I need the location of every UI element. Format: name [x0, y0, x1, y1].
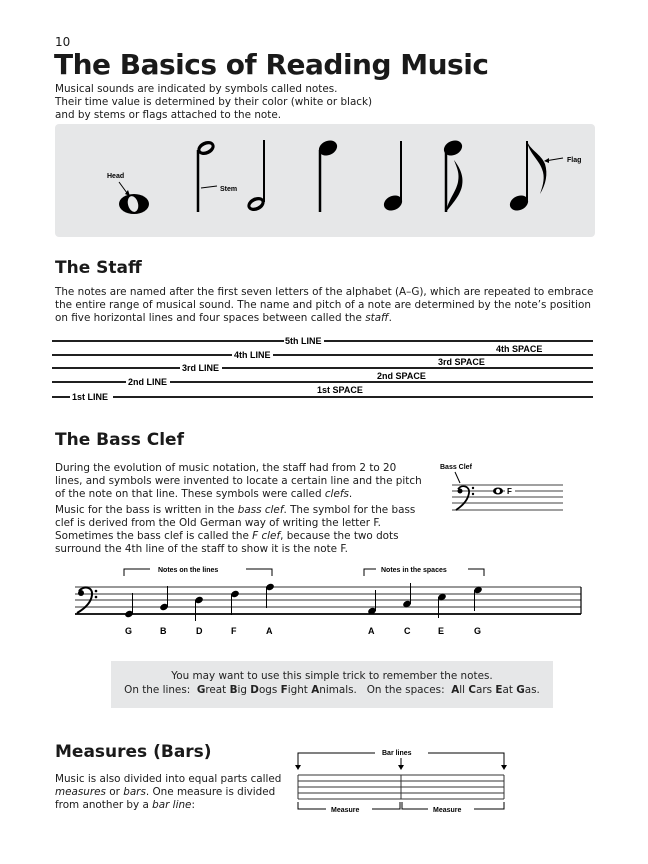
line-note-a: A: [266, 626, 273, 636]
line-label-2: 2nd LINE: [128, 377, 168, 387]
initial: B: [229, 684, 238, 696]
staff-text-end: .: [388, 312, 392, 324]
text: or: [105, 786, 124, 798]
term: F clef: [252, 530, 281, 542]
measures-heading: Measures (Bars): [55, 742, 212, 762]
term: measures: [55, 786, 106, 798]
line-label-3: 3rd LINE: [182, 363, 220, 373]
space-note-g: G: [474, 626, 482, 636]
lines-prefix: On the lines:: [124, 684, 191, 696]
staff-term: staff: [365, 312, 389, 324]
intro-line: Musical sounds are indicated by symbols called notes.: [55, 83, 338, 95]
initial: A: [451, 684, 460, 696]
initial: G: [516, 684, 525, 696]
line-label-4: 4th LINE: [234, 350, 271, 360]
line-label-5: 5th LINE: [285, 336, 322, 346]
text: Music is also divided into equal parts called: [55, 773, 282, 785]
initial: C: [468, 684, 476, 696]
intro-line: and by stems or flags attached to the note.: [55, 109, 282, 121]
word-rest: reat: [205, 684, 227, 696]
notes-on-lines-label: Notes on the lines: [158, 567, 219, 574]
line-note-g: G: [125, 626, 133, 636]
initial: E: [495, 684, 503, 696]
word-rest: as.: [524, 684, 540, 696]
text: . One measure is divided from another by a: [55, 786, 276, 811]
term: bass clef: [237, 504, 284, 516]
intro-line: Their time value is determined by their color (white or black): [55, 96, 373, 108]
notes-in-spaces-label: Notes in the spaces: [381, 567, 447, 574]
space-note-a: A: [368, 626, 375, 636]
line-note-b: B: [160, 626, 167, 636]
word-rest: ig: [237, 684, 247, 696]
space-label-1: 1st SPACE: [317, 385, 363, 395]
flag-label: Flag: [567, 157, 582, 164]
term: bar line: [152, 799, 192, 811]
bar-lines-label: Bar lines: [382, 750, 412, 757]
word-rest: nimals.: [319, 684, 357, 696]
word-rest: ll: [459, 684, 466, 696]
measure-label-1: Measure: [331, 807, 360, 814]
line-note-d: D: [196, 626, 203, 636]
spaces-prefix: On the spaces:: [366, 684, 445, 696]
text: :: [191, 799, 195, 811]
word-rest: at: [502, 684, 513, 696]
term: clefs: [324, 488, 349, 500]
space-label-4: 4th SPACE: [496, 344, 543, 354]
initial: D: [250, 684, 259, 696]
space-label-2: 2nd SPACE: [377, 371, 426, 381]
text: Music for the bass is written in the: [55, 504, 238, 516]
text: . The symbol for the bass clef is derived from the Old German way of writing the letter F. Sometimes the bass clef is called the: [55, 504, 416, 542]
word-rest: ogs: [258, 684, 278, 696]
staff-text: The notes are named after the first seven letters of the alphabet (A–G), which are repeated to embrace the entire range of musical sound. The name and pitch of a note are determined by the note’s position on five horizontal lines and four spaces between called the: [55, 286, 594, 324]
mnemonic-intro: You may want to use this simple trick to remember the notes.: [171, 670, 493, 682]
space-note-e: E: [438, 626, 445, 636]
page-title: The Basics of Reading Music: [54, 48, 489, 81]
line-note-f: F: [231, 626, 237, 636]
bass-clef-label: Bass Clef: [440, 464, 472, 471]
word-rest: ars: [475, 684, 493, 696]
stem-label: Stem: [220, 186, 238, 193]
text: , because the two dots surround the 4th line of the staff to show it is the note F.: [55, 530, 399, 555]
initial: G: [196, 684, 206, 696]
space-note-c: C: [404, 626, 411, 636]
initial: A: [311, 684, 320, 696]
word-rest: ight: [287, 684, 308, 696]
bass-clef-heading: The Bass Clef: [55, 430, 184, 450]
term: bars: [123, 786, 146, 798]
staff-heading: The Staff: [55, 258, 142, 278]
head-label: Head: [107, 173, 125, 180]
text: .: [348, 488, 353, 500]
space-label-3: 3rd SPACE: [438, 357, 485, 367]
note-f-label: F: [507, 487, 512, 496]
measure-label-2: Measure: [433, 807, 462, 814]
page-number: 10: [55, 35, 71, 49]
initial: F: [280, 684, 288, 696]
line-label-1: 1st LINE: [72, 392, 109, 402]
text: During the evolution of music notation, the staff had from 2 to 20 lines, and symbols were invented to locate a certain line and the pitch of the note on that line. These symbols were called: [55, 462, 422, 500]
